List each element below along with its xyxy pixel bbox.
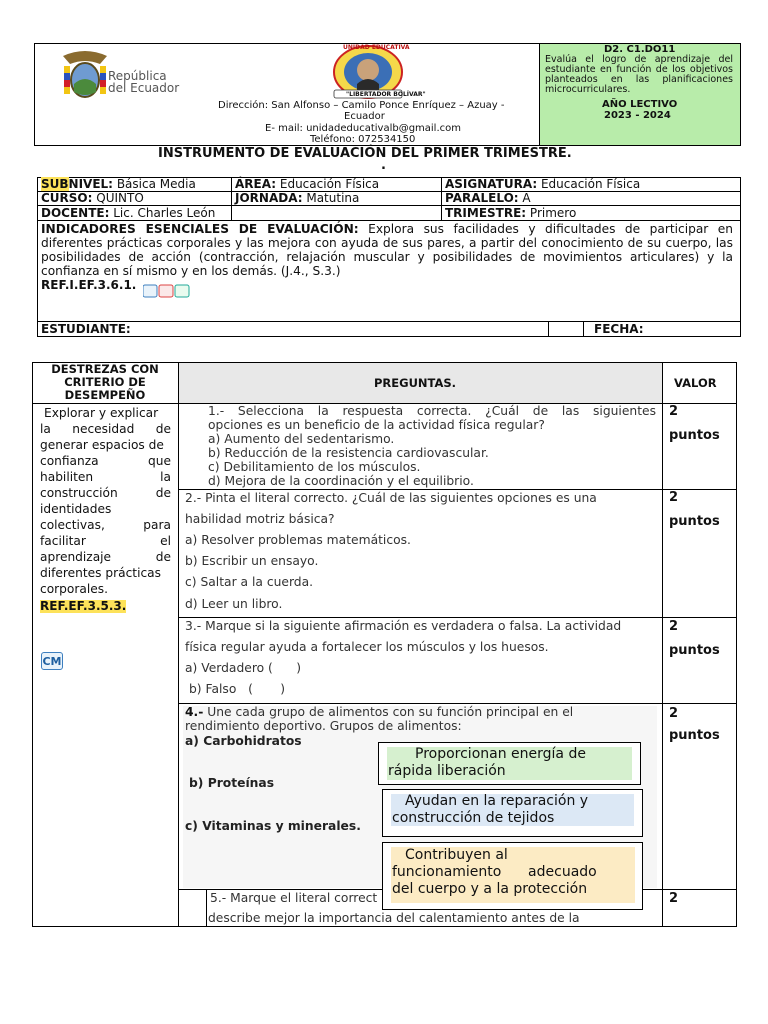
q4-match-3-line-1: Contribuyen al xyxy=(405,847,508,863)
subnivel-value: Básica Media xyxy=(116,177,196,191)
q1-option-d[interactable]: d) Mejora de la coordinación y el equilibrio. xyxy=(208,474,474,488)
q2-option-b[interactable]: b) Escribir un ensayo. xyxy=(185,554,319,568)
destreza-line-11: corporales. xyxy=(40,582,108,596)
q4-match-box-1[interactable] xyxy=(378,742,641,785)
subnivel-label-highlight: SUB xyxy=(41,177,69,191)
destreza-line-3: confianza que xyxy=(40,454,171,468)
q4-match-2-line-1: Ayudan en la reparación y xyxy=(405,793,589,809)
q1-option-a[interactable]: a) Aumento del sedentarismo. xyxy=(208,432,395,446)
jornada-value: Matutina xyxy=(306,191,360,205)
paralelo-label: PARALELO: xyxy=(445,191,519,205)
destreza-line-8: facilitar el xyxy=(40,534,171,548)
paralelo-value: A xyxy=(522,191,531,205)
destreza-line-1: la necesidad de xyxy=(40,422,171,436)
q2-stem-line-2: habilidad motriz básica? xyxy=(185,512,335,526)
destreza-line-2: generar espacios de xyxy=(40,438,164,452)
address-line-2: Ecuador xyxy=(344,111,385,122)
q5-stem-line-1: 5.- Marque el literal correct xyxy=(210,891,378,905)
q1-value-num: 2 xyxy=(669,404,679,419)
jornada-label: JORNADA: xyxy=(235,191,303,205)
republic-logo-text-1: República xyxy=(108,69,167,83)
asignatura-value: Educación Física xyxy=(540,177,641,191)
q4-group-a: a) Carbohidratos xyxy=(185,734,302,748)
area-field xyxy=(235,178,379,191)
q4-match-3-line-2: funcionamiento adecuado xyxy=(392,864,597,880)
destreza-line-4: habiliten la xyxy=(40,470,171,484)
curso-field xyxy=(41,192,144,205)
school-seal-top-text: UNIDAD EDUCATIVA xyxy=(343,44,410,51)
doc-code: D2. C1.DO11 xyxy=(604,44,676,55)
ecuador-coat-of-arms-icon xyxy=(60,48,110,106)
year-label: AÑO LECTIVO xyxy=(602,99,678,110)
q1-stem xyxy=(208,404,656,418)
q2-option-c[interactable]: c) Saltar a la cuerda. xyxy=(185,575,314,589)
destreza-line-7: colectivas, para xyxy=(40,518,171,532)
q4-value-unit: puntos xyxy=(669,728,720,743)
q5-value-num: 2 xyxy=(669,891,679,906)
docente-label: DOCENTE: xyxy=(41,206,110,220)
q4-match-box-2[interactable] xyxy=(382,789,643,837)
indicadores-block xyxy=(41,222,733,278)
q3-option-a[interactable]: a) Verdadero ( ) xyxy=(185,661,302,675)
col-valor-header: VALOR xyxy=(674,376,717,390)
q2-option-d[interactable]: d) Leer un libro. xyxy=(185,597,283,611)
q4-match-2-line-2: construcción de tejidos xyxy=(392,810,555,826)
destreza-line-0: Explorar y explicar xyxy=(44,406,159,420)
q4-match-box-3[interactable] xyxy=(382,842,643,910)
q4-number: 4.- xyxy=(185,705,204,719)
docente-value: Lic. Charles León xyxy=(113,206,216,220)
q4-stem-text: Une cada grupo de alimentos con su función principal en el xyxy=(207,705,574,719)
q1-value-unit: puntos xyxy=(669,428,720,443)
destreza-line-9: aprendizaje de xyxy=(40,550,171,564)
paralelo-field xyxy=(445,192,531,205)
q3-option-b[interactable]: b) Falso ( ) xyxy=(189,682,286,696)
page-title: INSTRUMENTO DE EVALUACIÓN DEL PRIMER TRIMESTRE. xyxy=(158,146,572,161)
school-seal-bottom-text: "LIBERTADOR BOLÍVAR" xyxy=(346,91,426,98)
subnivel-label: NIVEL: xyxy=(68,177,113,191)
title-dot: . xyxy=(381,158,386,173)
trimestre-field xyxy=(445,207,576,220)
curso-value: QUINTO xyxy=(96,191,144,205)
area-label: ÁREA: xyxy=(235,177,277,191)
doc-description: Evalúa el logro de aprendizaje del estudiante en función de los objetivos planteados en las planificaciones microcurriculares. xyxy=(545,54,733,95)
q4-group-c: c) Vitaminas y minerales. xyxy=(185,819,361,833)
trimestre-value: Primero xyxy=(529,206,577,220)
jornada-field xyxy=(235,192,359,205)
q2-value-num: 2 xyxy=(669,490,679,505)
q2-stem-line-1: 2.- Pinta el literal correcto. ¿Cuál de las siguientes opciones es una xyxy=(185,491,597,505)
cm-ec-badges-icon xyxy=(143,283,193,299)
destreza-line-6: identidades xyxy=(40,502,112,516)
col-destrezas-header: DESTREZAS CON CRITERIO DE DESEMPEÑO xyxy=(51,362,159,402)
q1-stem-line-2: opciones es un beneficio de la actividad física regular? xyxy=(208,418,545,432)
curso-label: CURSO: xyxy=(41,191,93,205)
q4-match-1-line-2: rápida liberación xyxy=(388,763,506,779)
estudiante-label: ESTUDIANTE: xyxy=(41,322,131,336)
q4-match-3-line-3: del cuerpo y a la protección xyxy=(392,881,588,897)
phone-line: Teléfono: 072534150 xyxy=(310,134,416,145)
q1-option-b[interactable]: b) Reducción de la resistencia cardiovascular. xyxy=(208,446,489,460)
indicadores-text: Explora sus facilidades y dificultades de participar en diferentes prácticas corporales y las mejora con ayuda de sus pares, a partir del conocimiento de su cuerpo, las posibilidades de acción (contracción, relajación muscular y posibilidades de movimientos articulares) y la confianza en sí mismo y en los demás. (J.4., S.3.) xyxy=(41,222,733,278)
republic-logo-text-2: del Ecuador xyxy=(108,81,180,95)
destreza-ref: REF.EF.3.5.3. xyxy=(40,599,127,613)
q1-option-c[interactable]: c) Debilitamiento de los músculos. xyxy=(208,460,421,474)
destreza-line-5: construcción de xyxy=(40,486,171,500)
indicadores-label: INDICADORES ESENCIALES DE EVALUACIÓN: xyxy=(41,222,359,236)
q3-value-unit: puntos xyxy=(669,643,720,658)
destreza-line-10: diferentes prácticas xyxy=(40,566,161,580)
year-value: 2023 - 2024 xyxy=(604,110,671,121)
q4-group-b: b) Proteínas xyxy=(189,776,275,790)
fecha-label: FECHA: xyxy=(594,322,644,336)
q2-option-a[interactable]: a) Resolver problemas matemáticos. xyxy=(185,533,411,547)
asignatura-label: ASIGNATURA: xyxy=(445,177,538,191)
q4-value-num: 2 xyxy=(669,706,679,721)
q3-stem-line-2: física regular ayuda a fortalecer los músculos y los huesos. xyxy=(185,640,549,654)
q4-stem-line-2: rendimiento deportivo. Grupos de alimentos: xyxy=(185,719,462,733)
email-line: E- mail: unidadeducativalb@gmail.com xyxy=(265,123,462,134)
q2-value-unit: puntos xyxy=(669,514,720,529)
docente-field xyxy=(41,207,215,220)
q5-stem-line-2: describe mejor la importancia del calentamiento antes de la xyxy=(208,911,580,925)
q3-value-num: 2 xyxy=(669,619,679,634)
ref-indicador: REF.I.EF.3.6.1. xyxy=(41,278,137,292)
q3-stem-line-1: 3.- Marque si la siguiente afirmación es verdadera o falsa. La actividad xyxy=(185,619,622,633)
q4-match-1-line-1: Proporcionan energía de xyxy=(415,746,586,762)
address-line-1: Dirección: San Alfonso – Camilo Ponce Enríquez – Azuay - xyxy=(218,100,505,111)
q1-stem-line-1: 1.- Selecciona la respuesta correcta. ¿Cuál de las siguientes xyxy=(208,404,656,418)
area-value: Educación Física xyxy=(279,177,380,191)
cm-badge-icon: CM xyxy=(41,652,63,670)
trimestre-label: TRIMESTRE: xyxy=(445,206,527,220)
col-preguntas-header: PREGUNTAS. xyxy=(374,376,457,390)
subnivel-field xyxy=(41,178,196,191)
asignatura-field xyxy=(445,178,640,191)
q4-stem-line-1 xyxy=(185,705,573,719)
